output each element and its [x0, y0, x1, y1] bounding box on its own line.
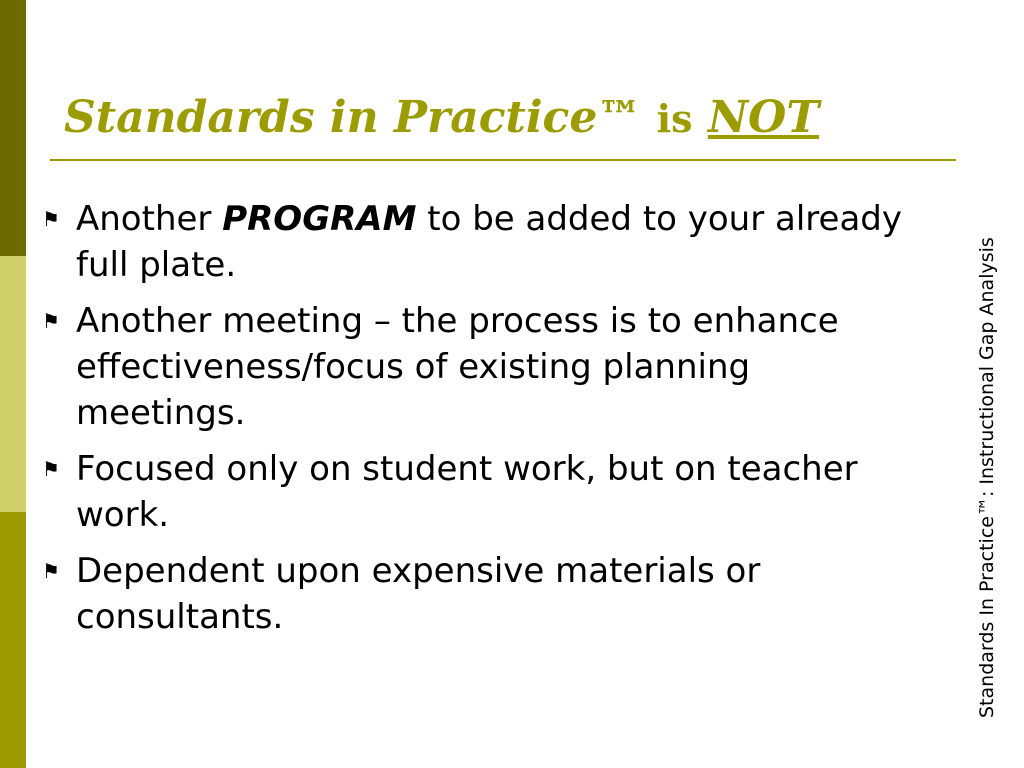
title-divider	[50, 159, 956, 161]
sidebar-segment-top	[0, 0, 26, 256]
bullet-item	[38, 298, 918, 436]
bullet-item	[38, 446, 918, 538]
title-is: is	[656, 96, 693, 141]
bullet-item	[38, 196, 918, 288]
flag-icon: ⚑	[42, 207, 60, 231]
bullet-emphasis: PROGRAM	[222, 199, 417, 239]
decorative-sidebar	[0, 0, 26, 768]
bullet-list	[38, 196, 918, 650]
bullet-item	[38, 548, 918, 640]
slide-title	[64, 88, 819, 149]
flag-icon: ⚑	[42, 559, 60, 583]
flag-icon: ⚑	[42, 457, 60, 481]
title-main: Standards in Practice™	[64, 92, 642, 143]
title-not: NOT	[707, 92, 820, 143]
bullet-text: Another	[76, 199, 223, 239]
bullet-text: Focused only on student work, but on teacher work.	[76, 449, 858, 535]
vertical-footer-label: Standards In Practice™: Instructional Gap Analysis	[976, 237, 998, 718]
sidebar-segment-bottom	[0, 512, 26, 768]
bullet-text: Dependent upon expensive materials or consultants.	[76, 551, 761, 637]
bullet-text-suffix: to be added to your already full plate.	[76, 199, 902, 285]
bullet-text: Another meeting – the process is to enhance effectiveness/focus of existing planning meetings.	[76, 301, 839, 433]
flag-icon: ⚑	[42, 309, 60, 333]
sidebar-segment-middle	[0, 256, 26, 512]
